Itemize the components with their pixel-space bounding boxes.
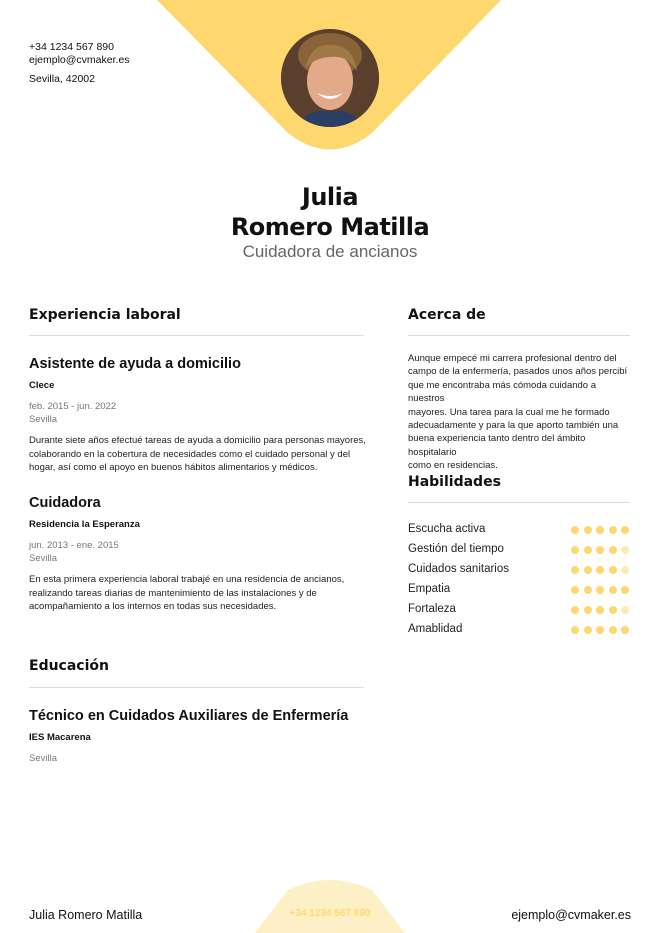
skill-level-dot — [609, 626, 617, 634]
skill-level-dot — [609, 566, 617, 574]
last-name: Romero Matilla — [230, 213, 430, 241]
education-divider — [29, 687, 364, 688]
job-1-title: Asistente de ayuda a domicilio — [29, 356, 241, 372]
skill-row — [408, 583, 630, 599]
job-1-location: Sevilla — [29, 414, 57, 425]
skill-level-dots — [571, 626, 629, 634]
job-2-meta — [29, 539, 119, 565]
skill-level-dot — [596, 586, 604, 594]
skill-level-dot — [584, 526, 592, 534]
skill-level-dot — [609, 526, 617, 534]
skill-level-dot — [596, 606, 604, 614]
education-degree: Técnico en Cuidados Auxiliares de Enfermería — [29, 708, 349, 724]
skill-level-dot — [584, 546, 592, 554]
skill-level-dot — [584, 606, 592, 614]
education-heading: Educación — [29, 658, 109, 674]
skill-level-dot — [621, 606, 629, 614]
skill-level-dots — [571, 606, 629, 614]
about-line: campo de la enfermería, pasados unos años percibí — [408, 366, 628, 378]
skill-level-dot — [571, 626, 579, 634]
skill-name: Amablidad — [408, 623, 463, 635]
skill-level-dot — [609, 586, 617, 594]
skills-heading: Habilidades — [408, 474, 501, 490]
job-role: Cuidadora de ancianos — [242, 242, 418, 261]
skill-name: Fortaleza — [408, 603, 456, 615]
job-1-desc-line: Durante siete años efectué tareas de ayuda a domicilio para personas mayores, — [29, 435, 366, 446]
skill-name: Cuidados sanitarios — [408, 563, 510, 575]
job-1-desc-line: colaborando en la cobertura de necesidades como el cuidado personal y del — [29, 448, 351, 460]
job-1-company: Clece — [29, 380, 55, 391]
skill-level-dots — [571, 566, 629, 574]
skills-divider — [408, 502, 630, 503]
skill-level-dots — [571, 546, 629, 554]
skill-level-dot — [621, 526, 629, 534]
job-2-company: Residencia la Esperanza — [29, 519, 140, 530]
skill-level-dot — [571, 546, 579, 554]
skill-level-dot — [596, 526, 604, 534]
job-2-dates: jun. 2013 - ene. 2015 — [29, 540, 119, 551]
about-text — [408, 352, 633, 473]
job-2-desc-line: En esta primera experiencia laboral trabajé en una residencia de ancianos, — [29, 574, 345, 585]
job-1-desc-line: hogar, así como el apoyo en buenos hábitos alimentarios y médicos. — [29, 462, 318, 473]
skill-row — [408, 543, 630, 559]
skill-row — [408, 603, 630, 619]
profile-photo — [281, 29, 379, 127]
skill-level-dot — [621, 626, 629, 634]
experience-heading: Experiencia laboral — [29, 307, 181, 323]
job-1-description — [29, 434, 366, 475]
footer-email: ejemplo@cvmaker.es — [511, 908, 631, 922]
skill-level-dot — [609, 546, 617, 554]
skill-level-dot — [571, 586, 579, 594]
skill-name: Empatia — [408, 583, 451, 595]
education-school: IES Macarena — [29, 732, 91, 743]
skill-name: Gestión del tiempo — [408, 543, 504, 555]
first-name: Julia — [301, 183, 359, 211]
about-heading: Acerca de — [408, 307, 486, 323]
footer-name: Julia Romero Matilla — [29, 908, 143, 922]
skill-level-dot — [621, 566, 629, 574]
address-text: Sevilla, 42002 — [29, 73, 95, 85]
skill-level-dot — [596, 626, 604, 634]
skill-level-dot — [571, 606, 579, 614]
about-line: como en residencias. — [408, 460, 498, 472]
job-1-dates: feb. 2015 - jun. 2022 — [29, 401, 117, 412]
phone-text: +34 1234 567 890 — [29, 41, 114, 53]
skill-row — [408, 563, 630, 579]
footer-phone: +34 1234 567 890 — [289, 908, 371, 919]
skill-level-dots — [571, 586, 629, 594]
about-line: Aunque empecé mi carrera profesional dentro del — [408, 353, 617, 364]
footer-accent-shape — [0, 878, 660, 933]
job-2-description — [29, 573, 344, 614]
about-line: que me encontraba más cómoda cuidando a nuestros — [408, 379, 597, 405]
skill-level-dot — [609, 606, 617, 614]
education-location: Sevilla — [29, 753, 57, 764]
skill-level-dot — [621, 586, 629, 594]
skill-level-dot — [571, 566, 579, 574]
skill-row — [408, 623, 630, 639]
skill-row — [408, 523, 630, 539]
skill-level-dot — [584, 566, 592, 574]
about-divider — [408, 335, 630, 336]
skill-level-dot — [584, 586, 592, 594]
job-2-title: Cuidadora — [29, 495, 101, 511]
candidate-name — [0, 182, 660, 242]
job-2-desc-line: realizando tareas diarias de mantenimiento de las instalaciones y de — [29, 587, 317, 599]
email-text: ejemplo@cvmaker.es — [29, 53, 130, 66]
contact-info — [29, 41, 130, 86]
job-1-meta — [29, 400, 116, 426]
skill-level-dot — [571, 526, 579, 534]
skill-name: Escucha activa — [408, 523, 486, 535]
about-line: buena experiencia tanto dentro del ámbito hospitalario — [408, 433, 586, 458]
skill-level-dots — [571, 526, 629, 534]
skill-level-dot — [596, 546, 604, 554]
about-line: adecuadamente y para la que aporto también una — [408, 420, 619, 432]
job-2-desc-line: acompañamiento a los internos en todas sus necesidades. — [29, 601, 277, 612]
about-line: mayores. Una tarea para la cual me he formado — [408, 406, 610, 418]
job-2-location: Sevilla — [29, 553, 57, 564]
skill-level-dot — [584, 626, 592, 634]
skill-level-dot — [596, 566, 604, 574]
experience-divider — [29, 335, 364, 336]
skill-level-dot — [621, 546, 629, 554]
